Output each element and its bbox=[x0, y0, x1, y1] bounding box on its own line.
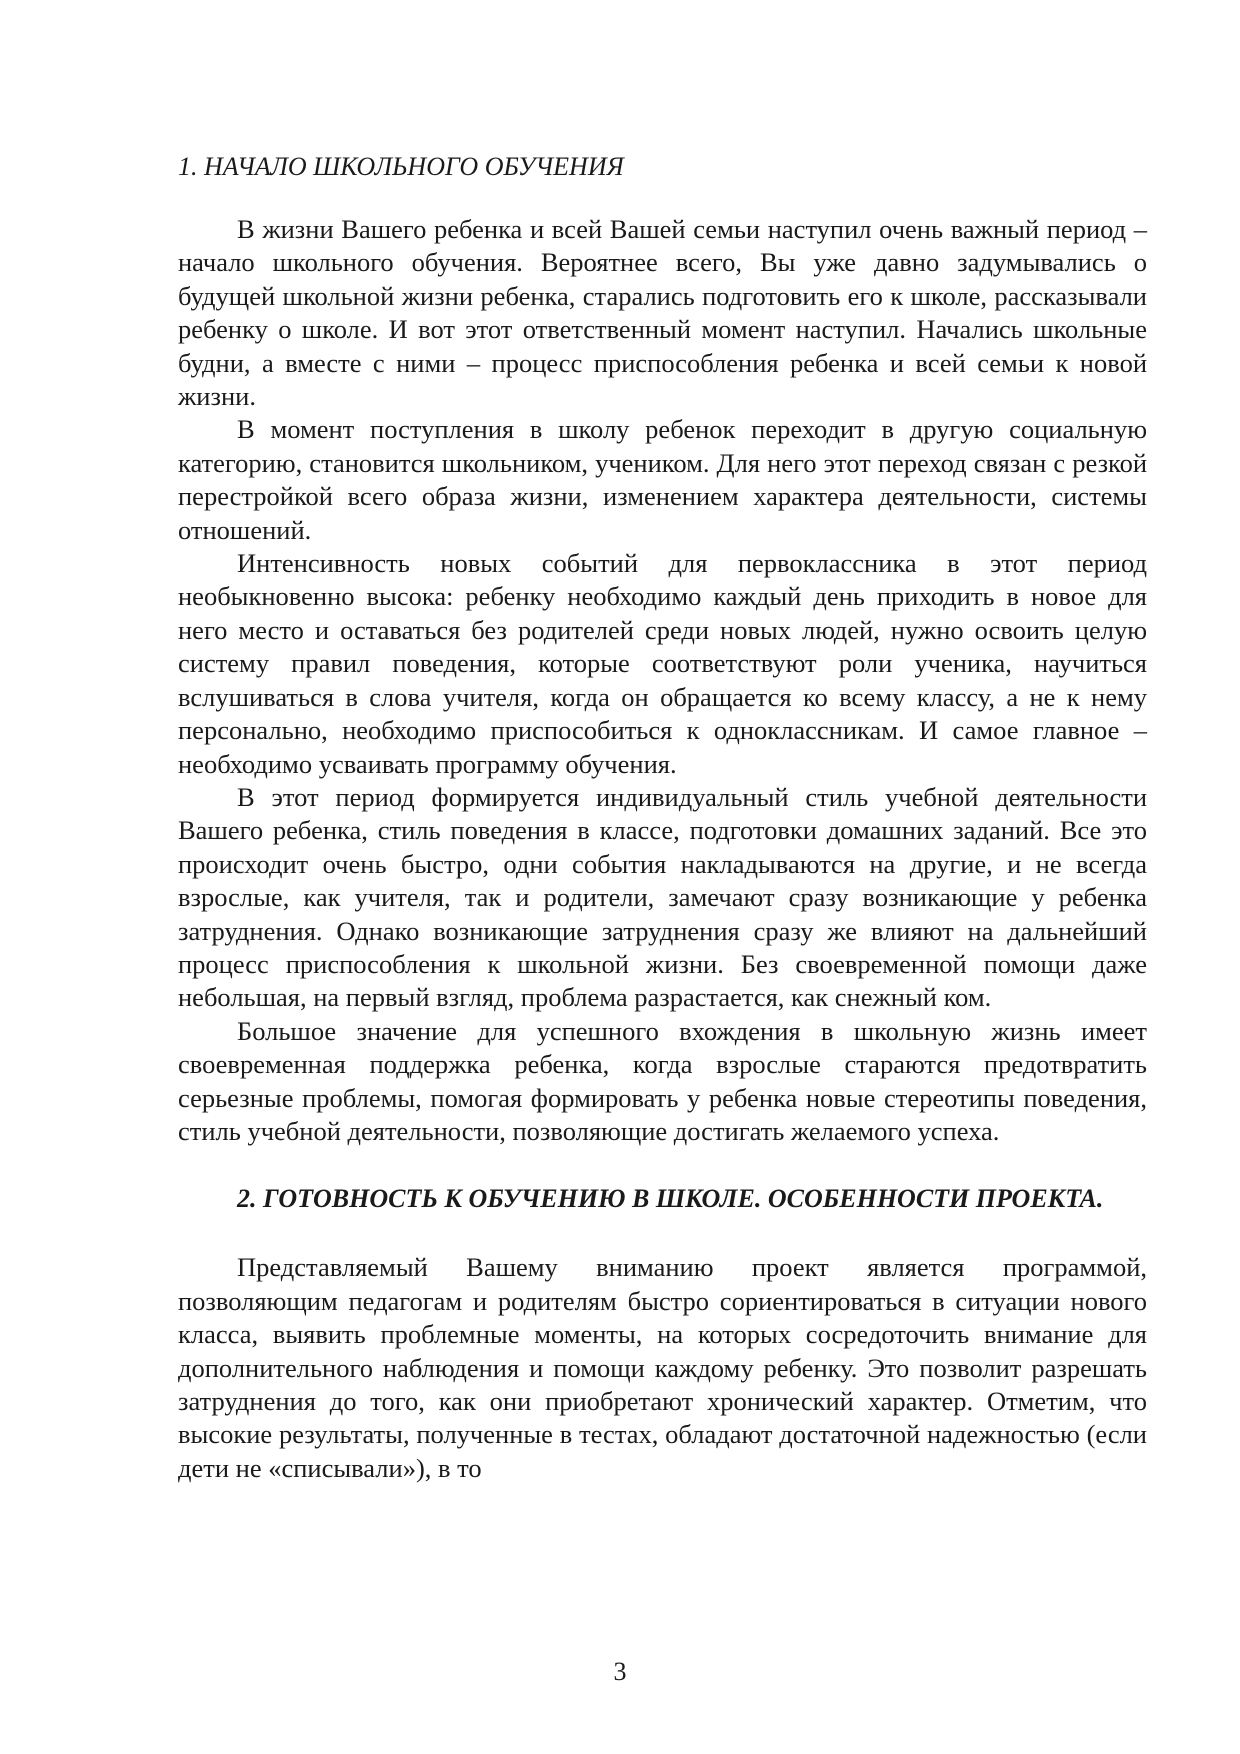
section-1-heading: 1. НАЧАЛО ШКОЛЬНОГО ОБУЧЕНИЯ bbox=[178, 152, 624, 181]
section-2-heading: 2. ГОТОВНОСТЬ К ОБУЧЕНИЮ В ШКОЛЕ. ОСОБЕННОСТИ ПРОЕКТА. bbox=[237, 1184, 1104, 1214]
section-1-paragraph-1: В жизни Вашего ребенка и всей Вашей семьи наступил очень важный период – начало школьного обучения. Вероятнее всего, Вы уже давно задумывались о будущей школьной жизни ребенка, старались подготовить его к школе, рассказывали ребенку о школе. И вот этот ответственный момент наступил. Начались школьные будни, а вместе с ними – процесс приспособления ребенка и всей семьи к новой жизни. bbox=[178, 214, 1147, 412]
page-number: 3 bbox=[613, 1657, 627, 1686]
section-1-paragraph-4: В этот период формируется индивидуальный стиль учебной деятельности Вашего ребенка, стиль поведения в классе, подготовки домашних заданий. Все это происходит очень быстро, одни события накладываются на другие, и не всегда взрослые, как учителя, так и родители, замечают сразу возникающие у ребенка затруднения. Однако возникающие затруднения сразу же влияют на дальнейший процесс приспособления к школьной жизни. Без своевременной помощи даже небольшая, на первый взгляд, проблема разрастается, как снежный ком. bbox=[178, 781, 1147, 1013]
section-1-paragraph-2: В момент поступления в школу ребенок переходит в другую социальную категорию, становится школьником, учеником. Для него этот переход связан с резкой перестройкой всего образа жизни, изменением характера деятельности, системы отношений. bbox=[178, 414, 1147, 545]
document-page bbox=[178, 150, 1147, 1485]
section-1-paragraph-3: Интенсивность новых событий для первоклассника в этот период необыкновенно высока: ребенку необходимо каждый день приходить в новое для него место и оставаться без родителей среди новых людей, нужно освоить целую систему правил поведения, которые соответствуют роли ученика, научиться вслушиваться в слова учителя, когда он обращается ко всему классу, а не к нему персонально, необходимо приспособиться к одноклассникам. И самое главное – необходимо усваивать программу обучения. bbox=[178, 548, 1147, 779]
section-1-paragraph-5: Большое значение для успешного вхождения в школьную жизнь имеет своевременная поддержка ребенка, когда взрослые стараются предотвратить серьезные проблемы, помогая формировать у ребенка новые стереотипы поведения, стиль учебной деятельности, позволяющие достигать желаемого успеха. bbox=[178, 1015, 1147, 1146]
section-2-paragraph-1: Представляемый Вашему вниманию проект является программой, позволяющим педагогам и родителям быстро сориентироваться в ситуации нового класса, выявить проблемные моменты, на которых сосредоточить внимание для дополнительного наблюдения и помощи каждому ребенку. Это позволит разрешать затруднения до того, как они приобретают хронический характер. Отметим, что высокие результаты, полученные в тестах, обладают достаточной надежностью (если дети не «списывали»), в то bbox=[178, 1252, 1147, 1483]
